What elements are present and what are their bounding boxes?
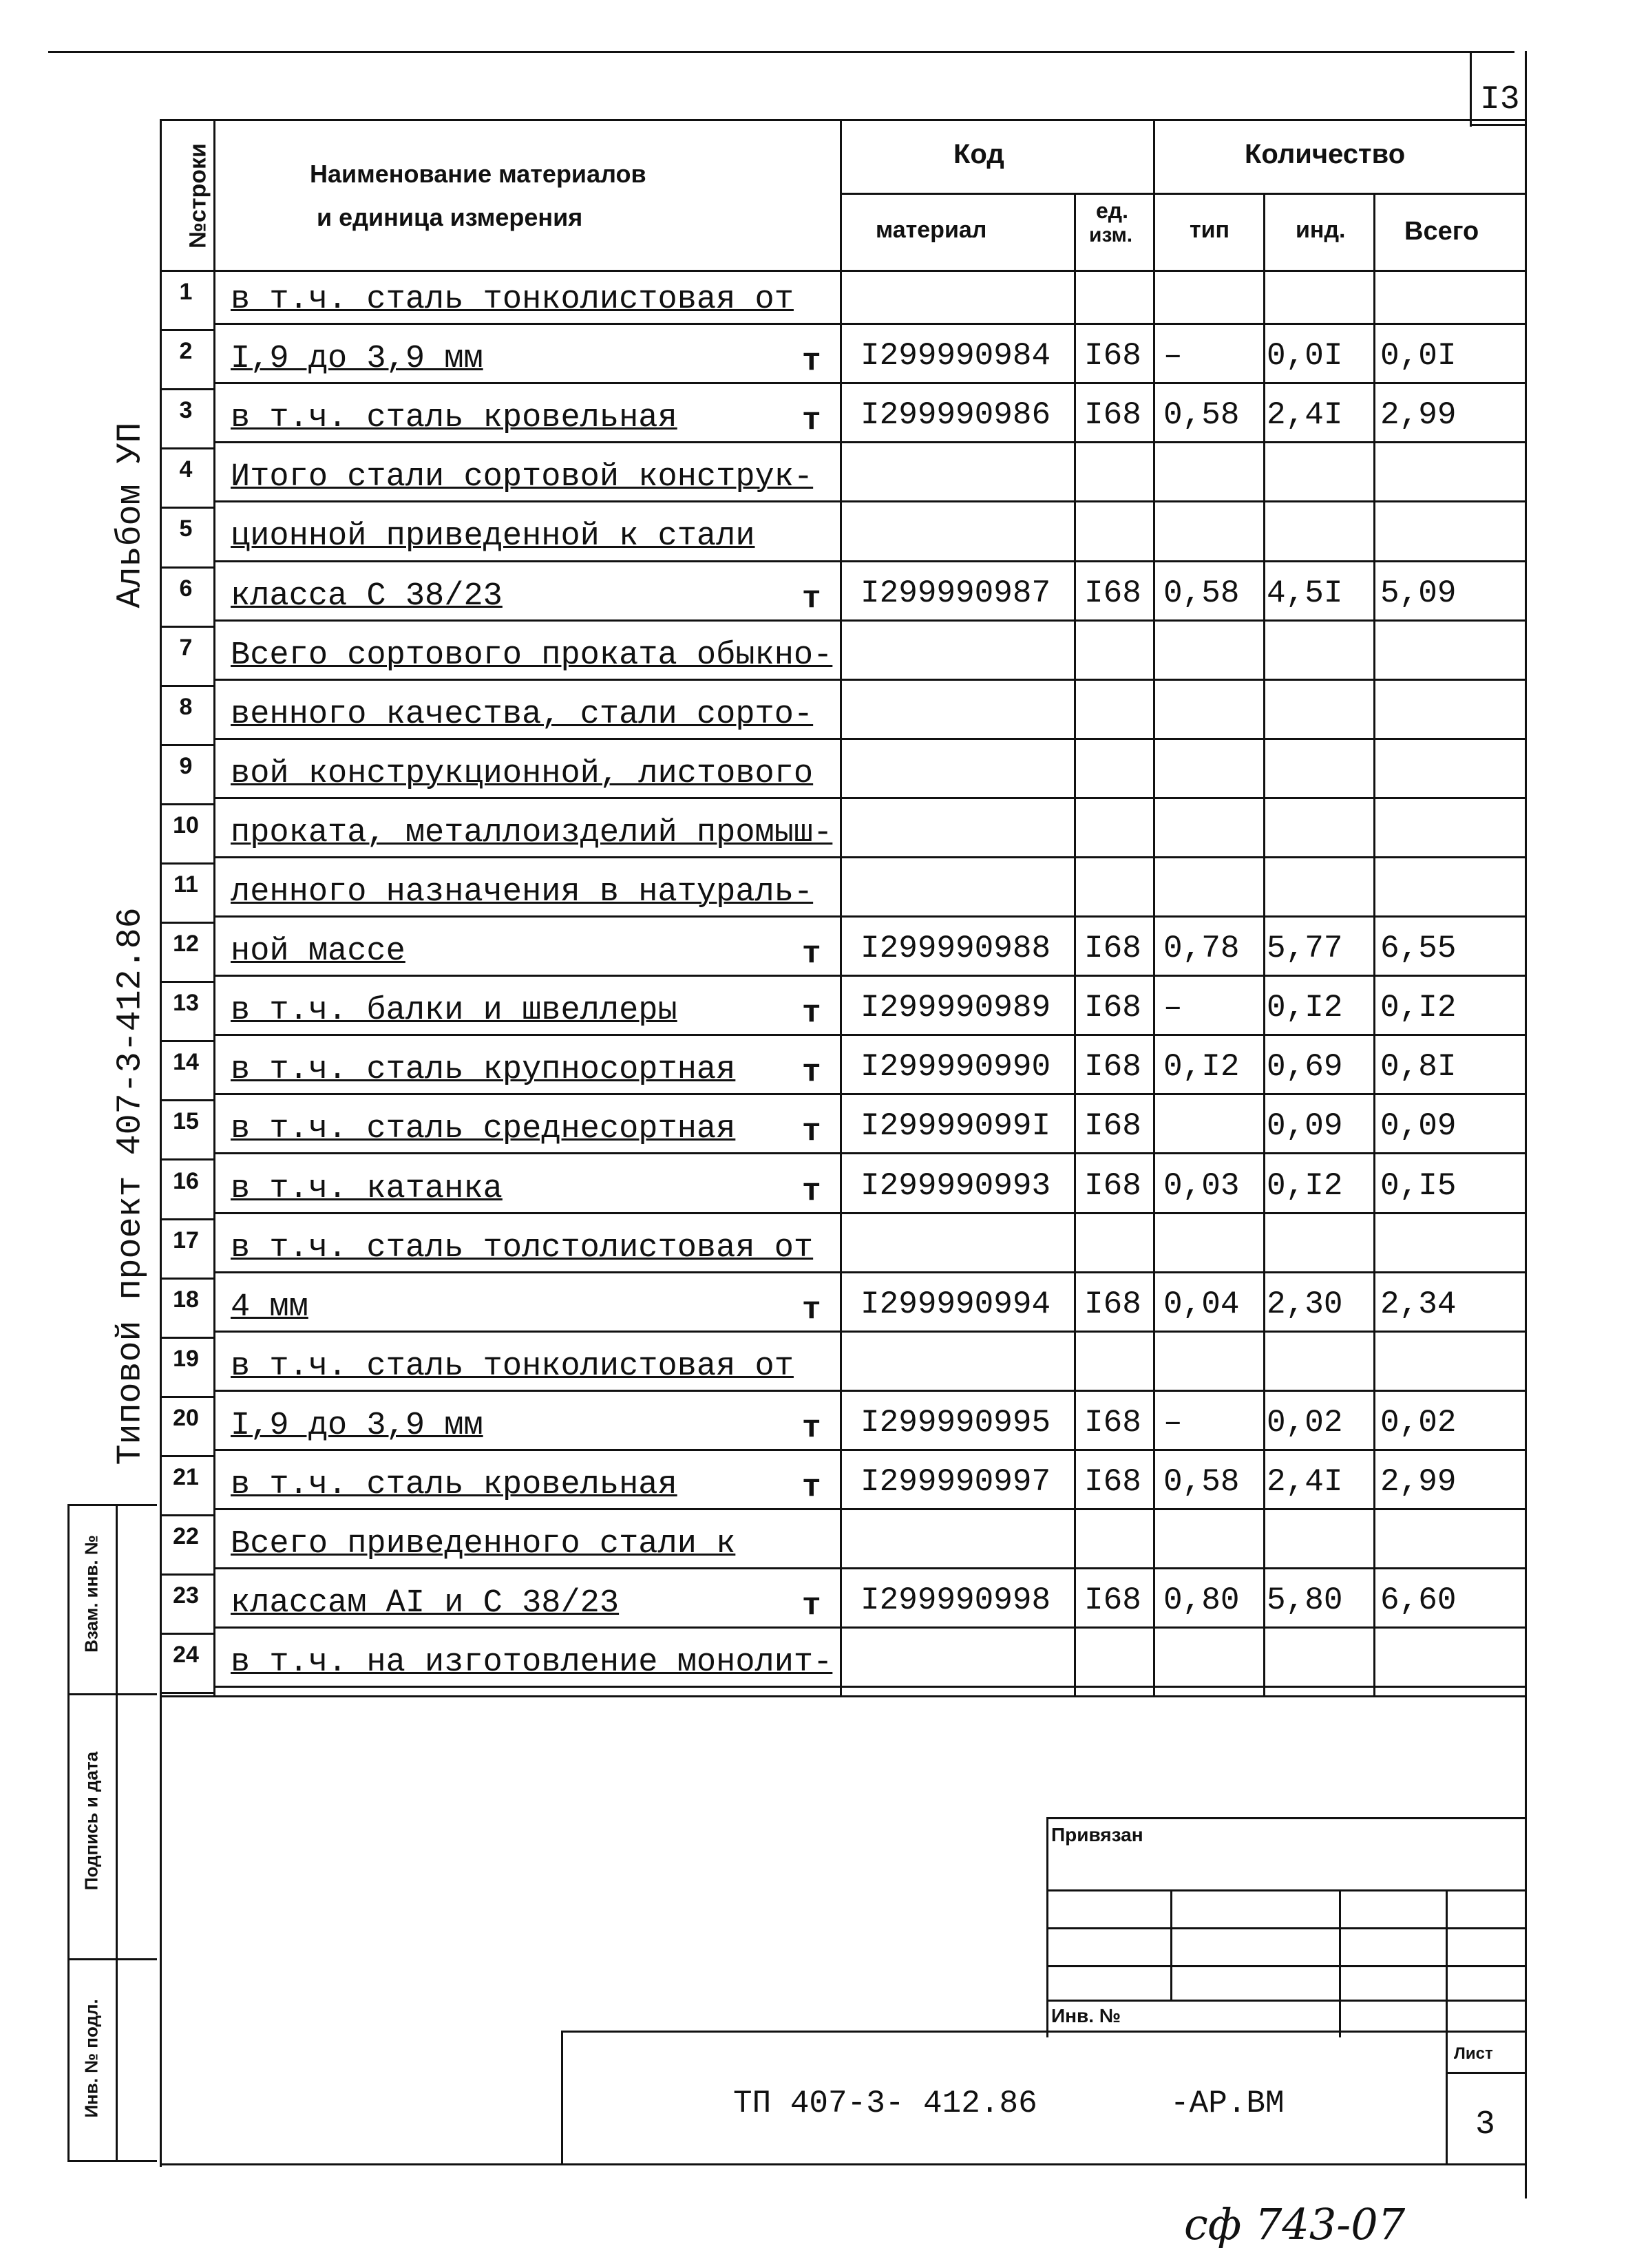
- header-quantity: Количество: [1245, 139, 1406, 169]
- material-code: I299990993: [860, 1168, 1051, 1204]
- unit-symbol: т: [802, 1292, 821, 1328]
- stamp-row-2: [1046, 1927, 1526, 1929]
- row-separator: [215, 975, 1526, 977]
- row-separator: [215, 1390, 1526, 1392]
- row-separator: [215, 1626, 1526, 1629]
- rownum-separator: [160, 1040, 215, 1042]
- qty-total: 6,60: [1380, 1582, 1457, 1618]
- row-separator: [215, 856, 1526, 858]
- stamp-top: [1046, 1817, 1526, 1819]
- row-separator: [215, 1331, 1526, 1333]
- rownum-separator: [160, 329, 215, 331]
- material-name: Всего сортового проката обыкно-: [231, 637, 833, 674]
- row-separator: [215, 1567, 1526, 1569]
- stamp-row-4: [1046, 2000, 1526, 2002]
- qty-typ: 0,03: [1163, 1168, 1240, 1204]
- material-code: I299990984: [860, 338, 1051, 374]
- row-separator: [215, 1152, 1526, 1154]
- qty-typ: –: [1163, 1405, 1183, 1441]
- header-unit-2: изм.: [1089, 224, 1133, 246]
- row-number: 18: [173, 1286, 199, 1313]
- qty-total: 6,55: [1380, 931, 1457, 966]
- unit-code: I68: [1084, 1582, 1141, 1618]
- row-separator: [215, 1093, 1526, 1095]
- rownum-separator: [160, 447, 215, 449]
- row-number: 9: [179, 753, 193, 779]
- row-separator: [215, 1686, 1526, 1688]
- row-number: 24: [173, 1642, 199, 1668]
- col-typ: [1263, 193, 1265, 1695]
- stamp-sheet-div: [1446, 2072, 1526, 2074]
- rownum-separator: [160, 566, 215, 569]
- col-name: [840, 119, 842, 1695]
- doc-code: ТП 407-3- 412.86: [733, 2086, 1037, 2121]
- row-number: 7: [179, 635, 193, 661]
- material-code: I29999099I: [860, 1108, 1051, 1144]
- material-name: I,9 до 3,9 мм: [231, 1408, 483, 1444]
- unit-symbol: т: [802, 343, 821, 379]
- material-code: I299990989: [860, 990, 1051, 1026]
- rownum-separator: [160, 744, 215, 746]
- material-code: I299990998: [860, 1582, 1051, 1618]
- material-name: в т.ч. сталь кровельная: [231, 1467, 677, 1503]
- row-separator: [215, 679, 1526, 681]
- row-number: 11: [173, 871, 198, 898]
- rownum-separator: [160, 1455, 215, 1457]
- material-name: вой конструкционной, листового: [231, 756, 814, 792]
- row-separator: [215, 1449, 1526, 1451]
- row-number: 3: [179, 397, 193, 423]
- row-separator: [215, 560, 1526, 562]
- stamp-col-right: [116, 1504, 118, 2161]
- qty-total: 2,34: [1380, 1286, 1457, 1322]
- row-separator: [215, 915, 1526, 918]
- qty-total: 0,0I: [1380, 338, 1457, 374]
- material-name: в т.ч. сталь тонколистовая от: [231, 1348, 794, 1385]
- header-material: материал: [876, 217, 987, 243]
- material-name: в т.ч. на изготовление монолит-: [231, 1644, 833, 1681]
- unit-code: I68: [1084, 575, 1141, 611]
- stamp-privyazan: Привязан: [1051, 1824, 1143, 1845]
- unit-code: I68: [1084, 397, 1141, 433]
- row-number: 16: [173, 1168, 199, 1194]
- col-code: [1074, 193, 1076, 1695]
- header-unit-1: ед.: [1096, 198, 1128, 223]
- qty-typ: 0,58: [1163, 397, 1240, 433]
- unit-symbol: т: [802, 1174, 821, 1209]
- rownum-separator: [160, 922, 215, 924]
- rownum-separator: [160, 1633, 215, 1635]
- header-rownum: №строки: [184, 143, 211, 248]
- unit-symbol: т: [802, 581, 821, 617]
- row-number: 17: [173, 1227, 199, 1253]
- qty-typ: 0,04: [1163, 1286, 1240, 1322]
- material-code: I299990990: [860, 1049, 1051, 1085]
- row-separator: [215, 441, 1526, 443]
- unit-code: I68: [1084, 1464, 1141, 1500]
- row-separator: [215, 738, 1526, 740]
- col-unit: [1153, 119, 1155, 1695]
- qty-total: 0,I2: [1380, 990, 1457, 1026]
- row-separator: [215, 1271, 1526, 1273]
- header-bottom: [160, 270, 1526, 272]
- unit-code: I68: [1084, 1405, 1141, 1441]
- row-number: 21: [173, 1464, 199, 1490]
- row-separator: [215, 1212, 1526, 1214]
- material-name: в т.ч. сталь кровельная: [231, 400, 677, 436]
- sheet-label: Лист: [1454, 2044, 1493, 2063]
- header-code: Код: [953, 139, 1004, 169]
- material-name: в т.ч. сталь тонколистовая от: [231, 282, 794, 318]
- stamp-div-1: [67, 1693, 157, 1695]
- stamp-main-top: [561, 2031, 1526, 2033]
- unit-code: I68: [1084, 338, 1141, 374]
- material-name: ной массе: [231, 933, 405, 970]
- right-frame: [1525, 51, 1527, 2198]
- col-ind: [1373, 193, 1375, 1695]
- header-total: Всего: [1404, 217, 1479, 246]
- row-separator: [215, 382, 1526, 384]
- row-number: 10: [173, 812, 199, 838]
- stamp-col-bottom: [67, 2160, 157, 2162]
- material-name: I,9 до 3,9 мм: [231, 341, 483, 377]
- handwritten-note: сф 743-07: [1184, 2199, 1406, 2249]
- stamp-label-inv: Инв. № подл.: [81, 1999, 102, 2118]
- row-number: 20: [173, 1405, 199, 1431]
- stamp-row-1: [1046, 1889, 1526, 1891]
- stamp-col-a: [1170, 1889, 1172, 2000]
- material-name: классам AI и С 38/23: [231, 1585, 620, 1622]
- header-typ: тип: [1190, 217, 1230, 243]
- qty-ind: 0,I2: [1267, 990, 1343, 1026]
- material-code: I299990988: [860, 931, 1051, 966]
- table-bottom: [160, 1695, 1526, 1697]
- material-name: Итого стали сортовой конструк-: [231, 459, 814, 496]
- qty-ind: 4,5I: [1267, 575, 1343, 611]
- stamp-label-vzam: Взам. инв. №: [81, 1535, 102, 1653]
- qty-ind: 0,0I: [1267, 338, 1343, 374]
- qty-ind: 5,77: [1267, 931, 1343, 966]
- stamp-col-left: [67, 1504, 70, 2161]
- unit-symbol: т: [802, 936, 821, 972]
- rownum-separator: [160, 1099, 215, 1101]
- rownum-separator: [160, 1396, 215, 1398]
- stamp-col-top: [67, 1504, 157, 1506]
- rownum-separator: [160, 1218, 215, 1220]
- material-code: I299990997: [860, 1464, 1051, 1500]
- qty-typ: 0,58: [1163, 575, 1240, 611]
- qty-typ: 0,80: [1163, 1582, 1240, 1618]
- unit-code: I68: [1084, 1286, 1141, 1322]
- rownum-separator: [160, 981, 215, 983]
- material-name: 4 мм: [231, 1289, 308, 1326]
- material-name: в т.ч. сталь крупносортная: [231, 1052, 736, 1088]
- unit-code: I68: [1084, 931, 1141, 966]
- qty-typ: –: [1163, 338, 1183, 374]
- qty-total: 0,I5: [1380, 1168, 1457, 1204]
- row-number: 14: [173, 1049, 199, 1075]
- material-name: в т.ч. балки и швеллеры: [231, 993, 677, 1029]
- rownum-separator: [160, 626, 215, 628]
- material-name: проката, металлоизделий промыш-: [231, 815, 833, 851]
- qty-typ: 0,78: [1163, 931, 1240, 966]
- rownum-separator: [160, 803, 215, 805]
- table-left: [160, 119, 162, 2167]
- rownum-separator: [160, 507, 215, 509]
- unit-symbol: т: [802, 1588, 821, 1624]
- sheet-box-bottom: [1470, 124, 1526, 126]
- header-name-1: Наименование материалов: [310, 160, 646, 188]
- sheet-number: I3: [1480, 81, 1520, 118]
- material-code: I299990986: [860, 397, 1051, 433]
- row-number: 23: [173, 1582, 199, 1609]
- qty-ind: 0,09: [1267, 1108, 1343, 1144]
- qty-ind: 0,I2: [1267, 1168, 1343, 1204]
- unit-symbol: т: [802, 403, 821, 438]
- stamp-inv-no: Инв. №: [1051, 2005, 1121, 2026]
- project-label: Типовой проект 407-3-412.86: [111, 907, 151, 1465]
- qty-total: 0,8I: [1380, 1049, 1457, 1085]
- col-rownum: [213, 119, 215, 1695]
- qty-typ: –: [1163, 990, 1183, 1026]
- row-separator: [215, 500, 1526, 502]
- unit-symbol: т: [802, 1470, 821, 1505]
- row-number: 19: [173, 1346, 199, 1372]
- top-rule: [48, 51, 1514, 53]
- rownum-separator: [160, 1573, 215, 1576]
- material-code: I299990994: [860, 1286, 1051, 1322]
- material-name: ленного назначения в натураль-: [231, 874, 814, 911]
- stamp-col-b: [1339, 1889, 1341, 2037]
- qty-total: 0,02: [1380, 1405, 1457, 1441]
- album-label: Альбом УП: [111, 422, 151, 608]
- row-number: 6: [179, 575, 193, 602]
- material-name: в т.ч. катанка: [231, 1171, 503, 1207]
- page-bottom: [160, 2163, 1526, 2165]
- stamp-row-3: [1046, 1965, 1526, 1967]
- rownum-separator: [160, 862, 215, 865]
- unit-symbol: т: [802, 1054, 821, 1090]
- sheet-box-left: [1470, 51, 1472, 127]
- qty-ind: 5,80: [1267, 1582, 1343, 1618]
- row-number: 4: [179, 456, 193, 483]
- qty-ind: 2,4I: [1267, 397, 1343, 433]
- row-separator: [215, 323, 1526, 325]
- qty-ind: 0,69: [1267, 1049, 1343, 1085]
- qty-ind: 2,4I: [1267, 1464, 1343, 1500]
- unit-symbol: т: [802, 1410, 821, 1446]
- rownum-separator: [160, 1692, 215, 1694]
- header-ind: инд.: [1296, 217, 1346, 243]
- material-name: в т.ч. сталь среднесортная: [231, 1111, 736, 1147]
- rownum-separator: [160, 1158, 215, 1161]
- rownum-separator: [160, 1337, 215, 1339]
- row-number: 2: [179, 338, 193, 364]
- header-subdiv: [840, 193, 1526, 195]
- sheet-value: 3: [1475, 2106, 1495, 2143]
- material-name: Всего приведенного стали к: [231, 1526, 736, 1562]
- rownum-separator: [160, 685, 215, 687]
- qty-total: 5,09: [1380, 575, 1457, 611]
- qty-typ: 0,I2: [1163, 1049, 1240, 1085]
- qty-total: 2,99: [1380, 1464, 1457, 1500]
- material-code: I299990987: [860, 575, 1051, 611]
- header-name-2: и единица измерения: [317, 203, 583, 231]
- unit-symbol: т: [802, 1114, 821, 1149]
- material-name: класса С 38/23: [231, 578, 503, 615]
- stamp-label-podpis: Подпись и дата: [81, 1751, 102, 1891]
- rownum-separator: [160, 1278, 215, 1280]
- material-name: венного качества, стали сорто-: [231, 697, 814, 733]
- unit-code: I68: [1084, 990, 1141, 1026]
- row-number: 8: [179, 694, 193, 720]
- stamp-div-2: [67, 1958, 157, 1960]
- material-name: ционной приведенной к стали: [231, 518, 755, 555]
- row-separator: [215, 1034, 1526, 1036]
- unit-code: I68: [1084, 1168, 1141, 1204]
- row-number: 22: [173, 1523, 199, 1549]
- material-code: I299990995: [860, 1405, 1051, 1441]
- table-top: [160, 119, 1526, 121]
- qty-ind: 2,30: [1267, 1286, 1343, 1322]
- qty-typ: 0,58: [1163, 1464, 1240, 1500]
- doc-suffix: -АР.ВМ: [1170, 2086, 1285, 2121]
- rownum-separator: [160, 388, 215, 390]
- qty-total: 0,09: [1380, 1108, 1457, 1144]
- material-name: в т.ч. сталь толстолистовая от: [231, 1230, 814, 1267]
- unit-symbol: т: [802, 995, 821, 1031]
- row-number: 5: [179, 516, 193, 542]
- row-number: 13: [173, 990, 199, 1016]
- stamp-col-c: [1446, 1889, 1448, 2165]
- rownum-separator: [160, 1514, 215, 1516]
- qty-total: 2,99: [1380, 397, 1457, 433]
- row-number: 12: [173, 931, 199, 957]
- stamp-main-left: [561, 2031, 563, 2165]
- unit-code: I68: [1084, 1108, 1141, 1144]
- row-separator: [215, 619, 1526, 622]
- row-number: 15: [173, 1108, 199, 1134]
- unit-code: I68: [1084, 1049, 1141, 1085]
- qty-ind: 0,02: [1267, 1405, 1343, 1441]
- row-separator: [215, 797, 1526, 799]
- row-number: 1: [179, 279, 193, 305]
- row-separator: [215, 1508, 1526, 1510]
